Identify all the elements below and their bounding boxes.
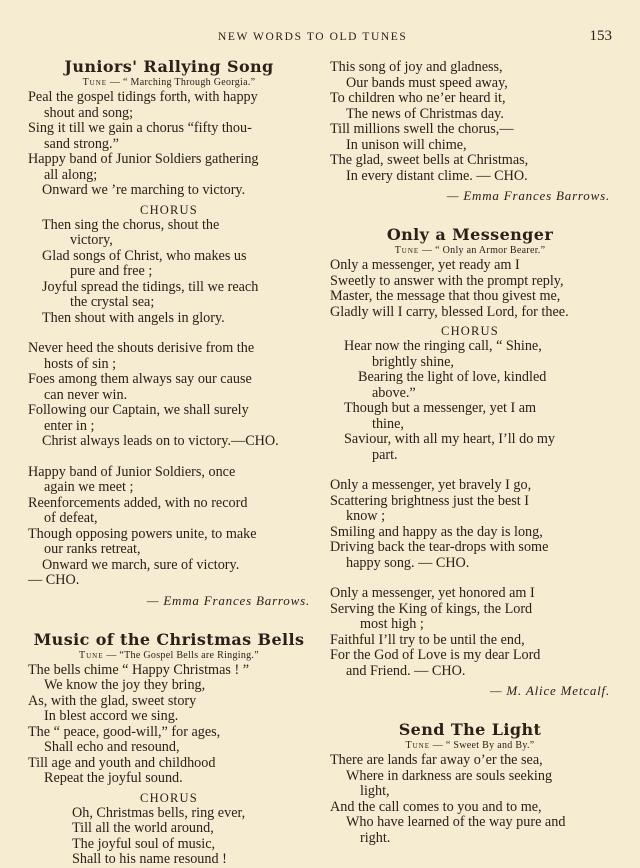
verse-line: most high ;: [360, 616, 424, 632]
verse-line: This song of joy and gladness,: [330, 59, 503, 75]
verse-line: Gladly will I carry, blessed Lord, for thee.: [330, 303, 569, 320]
chorus-heading: CHORUS: [441, 324, 499, 338]
verse-line: Peal the gospel tidings forth, with happy: [28, 89, 258, 105]
chorus-line: Then shout with angels in glory.: [42, 309, 225, 326]
verse-line: The “ peace, good-will,” for ages,: [28, 723, 221, 740]
verse-line: Faithful I’ll try to be until the end,: [330, 631, 525, 648]
verse-line: Onward we ’re marching to victory.: [42, 182, 246, 198]
chorus-line: Though but a messenger, yet I am: [344, 400, 537, 416]
verse-line: The bells chime “ Happy Christmas ! ”: [28, 661, 250, 678]
verse-line: Reenforcements added, with no record: [28, 494, 248, 511]
chorus-line: Joyful spread the tidings, till we reach: [42, 278, 259, 295]
verse-line: Shall echo and resound,: [44, 739, 180, 755]
verse-line: our ranks retreat,: [44, 541, 141, 557]
hymn-author: — Emma Frances Barrows.: [446, 188, 610, 203]
verse-line: Christ always leads on to victory.—CHO.: [42, 433, 279, 449]
verse-line: hosts of sin ;: [44, 355, 117, 372]
verse-line: Repeat the joyful sound.: [44, 770, 183, 786]
hymn-send-the-light: [330, 721, 610, 846]
chorus-line: pure and free ;: [70, 263, 153, 279]
verse-line: Never heed the shouts derisive from the: [28, 340, 255, 356]
verse-line: The glad, sweet bells at Christmas,: [330, 152, 529, 168]
verse-line: Driving back the tear-drops with some: [330, 539, 549, 555]
verse-line: again we meet ;: [44, 479, 134, 495]
hymn-title: Juniors' Rallying Song: [64, 57, 274, 76]
tune-name: — “ Sweet By and By.”: [429, 740, 535, 751]
verse-line: Till millions swell the chorus,—: [330, 121, 514, 137]
verse-line: Following our Captain, we shall surely: [28, 402, 249, 418]
verse-line: right.: [360, 829, 391, 846]
verse-line: Though opposing powers unite, to make: [28, 525, 257, 542]
hymn-only-a-messenger: [330, 226, 610, 699]
christmas-bells-verse-2: [330, 60, 610, 184]
tune-label: Tune: [79, 649, 104, 661]
verse-2: [330, 478, 610, 571]
hymn-author: — M. Alice Metcalf.: [489, 683, 610, 698]
verse-line: Sing it till we gain a chorus “fifty thou-: [28, 120, 252, 136]
hymn-music-of-the-christmas-bells: [28, 631, 310, 868]
hymn-title: Music of the Christmas Bells: [33, 629, 305, 649]
chorus: [28, 218, 310, 327]
verse-line: Onward we march, sure of victory.: [42, 556, 240, 573]
chorus-line: Hear now the ringing call, “ Shine,: [344, 338, 542, 354]
verse-line: Who have learned of the way pure and: [346, 814, 566, 830]
verse-line: Happy band of Junior Soldiers, once: [28, 463, 236, 480]
tune-name: — “ Marching Through Georgia.”: [107, 77, 256, 88]
verse-line: To children who ne’er heard it,: [330, 90, 506, 106]
verse-line: In blest accord we sing.: [44, 708, 179, 724]
verse-line: light,: [360, 783, 390, 799]
tune-label: Tune: [394, 245, 420, 256]
verse-line: all along;: [44, 166, 98, 183]
tune-line: [28, 77, 310, 88]
chorus-line: Glad songs of Christ, who makes us: [42, 247, 247, 264]
right-column: [330, 60, 610, 846]
tune-label: Tune: [405, 740, 430, 751]
verse-line: sand strong.”: [44, 135, 119, 152]
chorus-line: thine,: [372, 415, 404, 432]
page-header: [0, 28, 640, 48]
tune-line: [330, 245, 610, 256]
chorus-heading: CHORUS: [140, 790, 198, 805]
chorus-line: brightly shine,: [372, 353, 454, 370]
verse-line: know ;: [346, 508, 386, 524]
verse-line: Scattering brightness just the best I: [330, 492, 529, 509]
chorus-line: above.”: [372, 384, 416, 401]
chorus-line: the crystal sea;: [70, 294, 155, 310]
tune-name: — “The Gospel Bells are Ringing.”: [103, 649, 259, 661]
hymn-author: — Emma Frances Barrows.: [146, 592, 310, 608]
chorus-line: Oh, Christmas bells, ring ever,: [72, 804, 246, 821]
tune-label: Tune: [82, 77, 108, 88]
verse-line: shout and song;: [44, 104, 134, 121]
verse-line: Happy band of Junior Soldiers gathering: [28, 151, 259, 167]
tune-name: — “ Only an Armor Bearer.”: [419, 245, 546, 256]
chorus-line: The joyful soul of music,: [72, 835, 216, 852]
verse-line: Till age and youth and childhood: [28, 754, 216, 771]
verse-line: Serving the King of kings, the Lord: [330, 600, 533, 617]
verse-line: In every distant clime. — CHO.: [346, 167, 528, 184]
chorus-line: Bearing the light of love, kindled: [358, 369, 547, 385]
verse-line: enter in ;: [44, 417, 95, 434]
verse-line: Smiling and happy as the day is long,: [330, 523, 543, 540]
verse-line: And the call comes to you and to me,: [330, 798, 542, 815]
verse-line: Master, the message that thou givest me,: [330, 288, 561, 304]
chorus-line: Then sing the chorus, shout the: [42, 216, 220, 233]
left-column: [28, 58, 310, 868]
verse-1: [330, 753, 610, 846]
verse-line: We know the joy they bring,: [44, 677, 206, 693]
hymn-title: Only a Messenger: [386, 225, 554, 244]
verse-line: happy song. — CHO.: [346, 554, 470, 571]
verse-1: [28, 663, 310, 787]
tune-line: [28, 650, 310, 661]
chorus-line: Saviour, with all my heart, I’ll do my: [344, 431, 556, 447]
chorus-line: part.: [372, 446, 398, 463]
verse-line: — CHO.: [28, 572, 80, 588]
chorus-line: Shall to his name resound !: [72, 851, 227, 867]
verse-line: Only a messenger, yet ready am I: [330, 257, 520, 273]
verse-line: The news of Christmas day.: [346, 105, 504, 122]
verse-3: [330, 586, 610, 679]
verse-1: [28, 90, 310, 199]
tune-line: [330, 740, 610, 751]
hymn-juniors-rallying-song: [28, 58, 310, 609]
verse-line: Where in darkness are souls seeking: [346, 767, 553, 784]
page-number: 153: [589, 28, 612, 44]
verse-line: of defeat,: [44, 510, 98, 526]
chorus: [330, 339, 610, 463]
verse-line: can never win.: [44, 386, 128, 403]
verse-line: There are lands far away o’er the sea,: [330, 752, 543, 768]
chorus: [28, 806, 310, 868]
verse-line: and Friend. — CHO.: [346, 662, 466, 679]
verse-line: Sweetly to answer with the prompt reply,: [330, 272, 564, 289]
verse-2: [28, 341, 310, 450]
verse-line: Our bands must speed away,: [346, 74, 508, 91]
verse-line: As, with the glad, sweet story: [28, 692, 197, 709]
hymn-title: Send The Light: [398, 720, 542, 739]
chorus-line: victory,: [70, 232, 113, 248]
chorus-heading: CHORUS: [140, 202, 198, 217]
verse-1: [330, 258, 610, 320]
verse-3: [28, 465, 310, 589]
verse-line: For the God of Love is my dear Lord: [330, 647, 541, 663]
chorus-line: Till all the world around,: [72, 820, 214, 836]
verse-line: Only a messenger, yet bravely I go,: [330, 477, 532, 493]
running-title: NEW WORDS TO OLD TUNES: [218, 31, 408, 43]
verse-line: Foes among them always say our cause: [28, 371, 252, 387]
verse-line: Only a messenger, yet honored am I: [330, 585, 535, 601]
verse-line: In unison will chime,: [346, 136, 467, 153]
